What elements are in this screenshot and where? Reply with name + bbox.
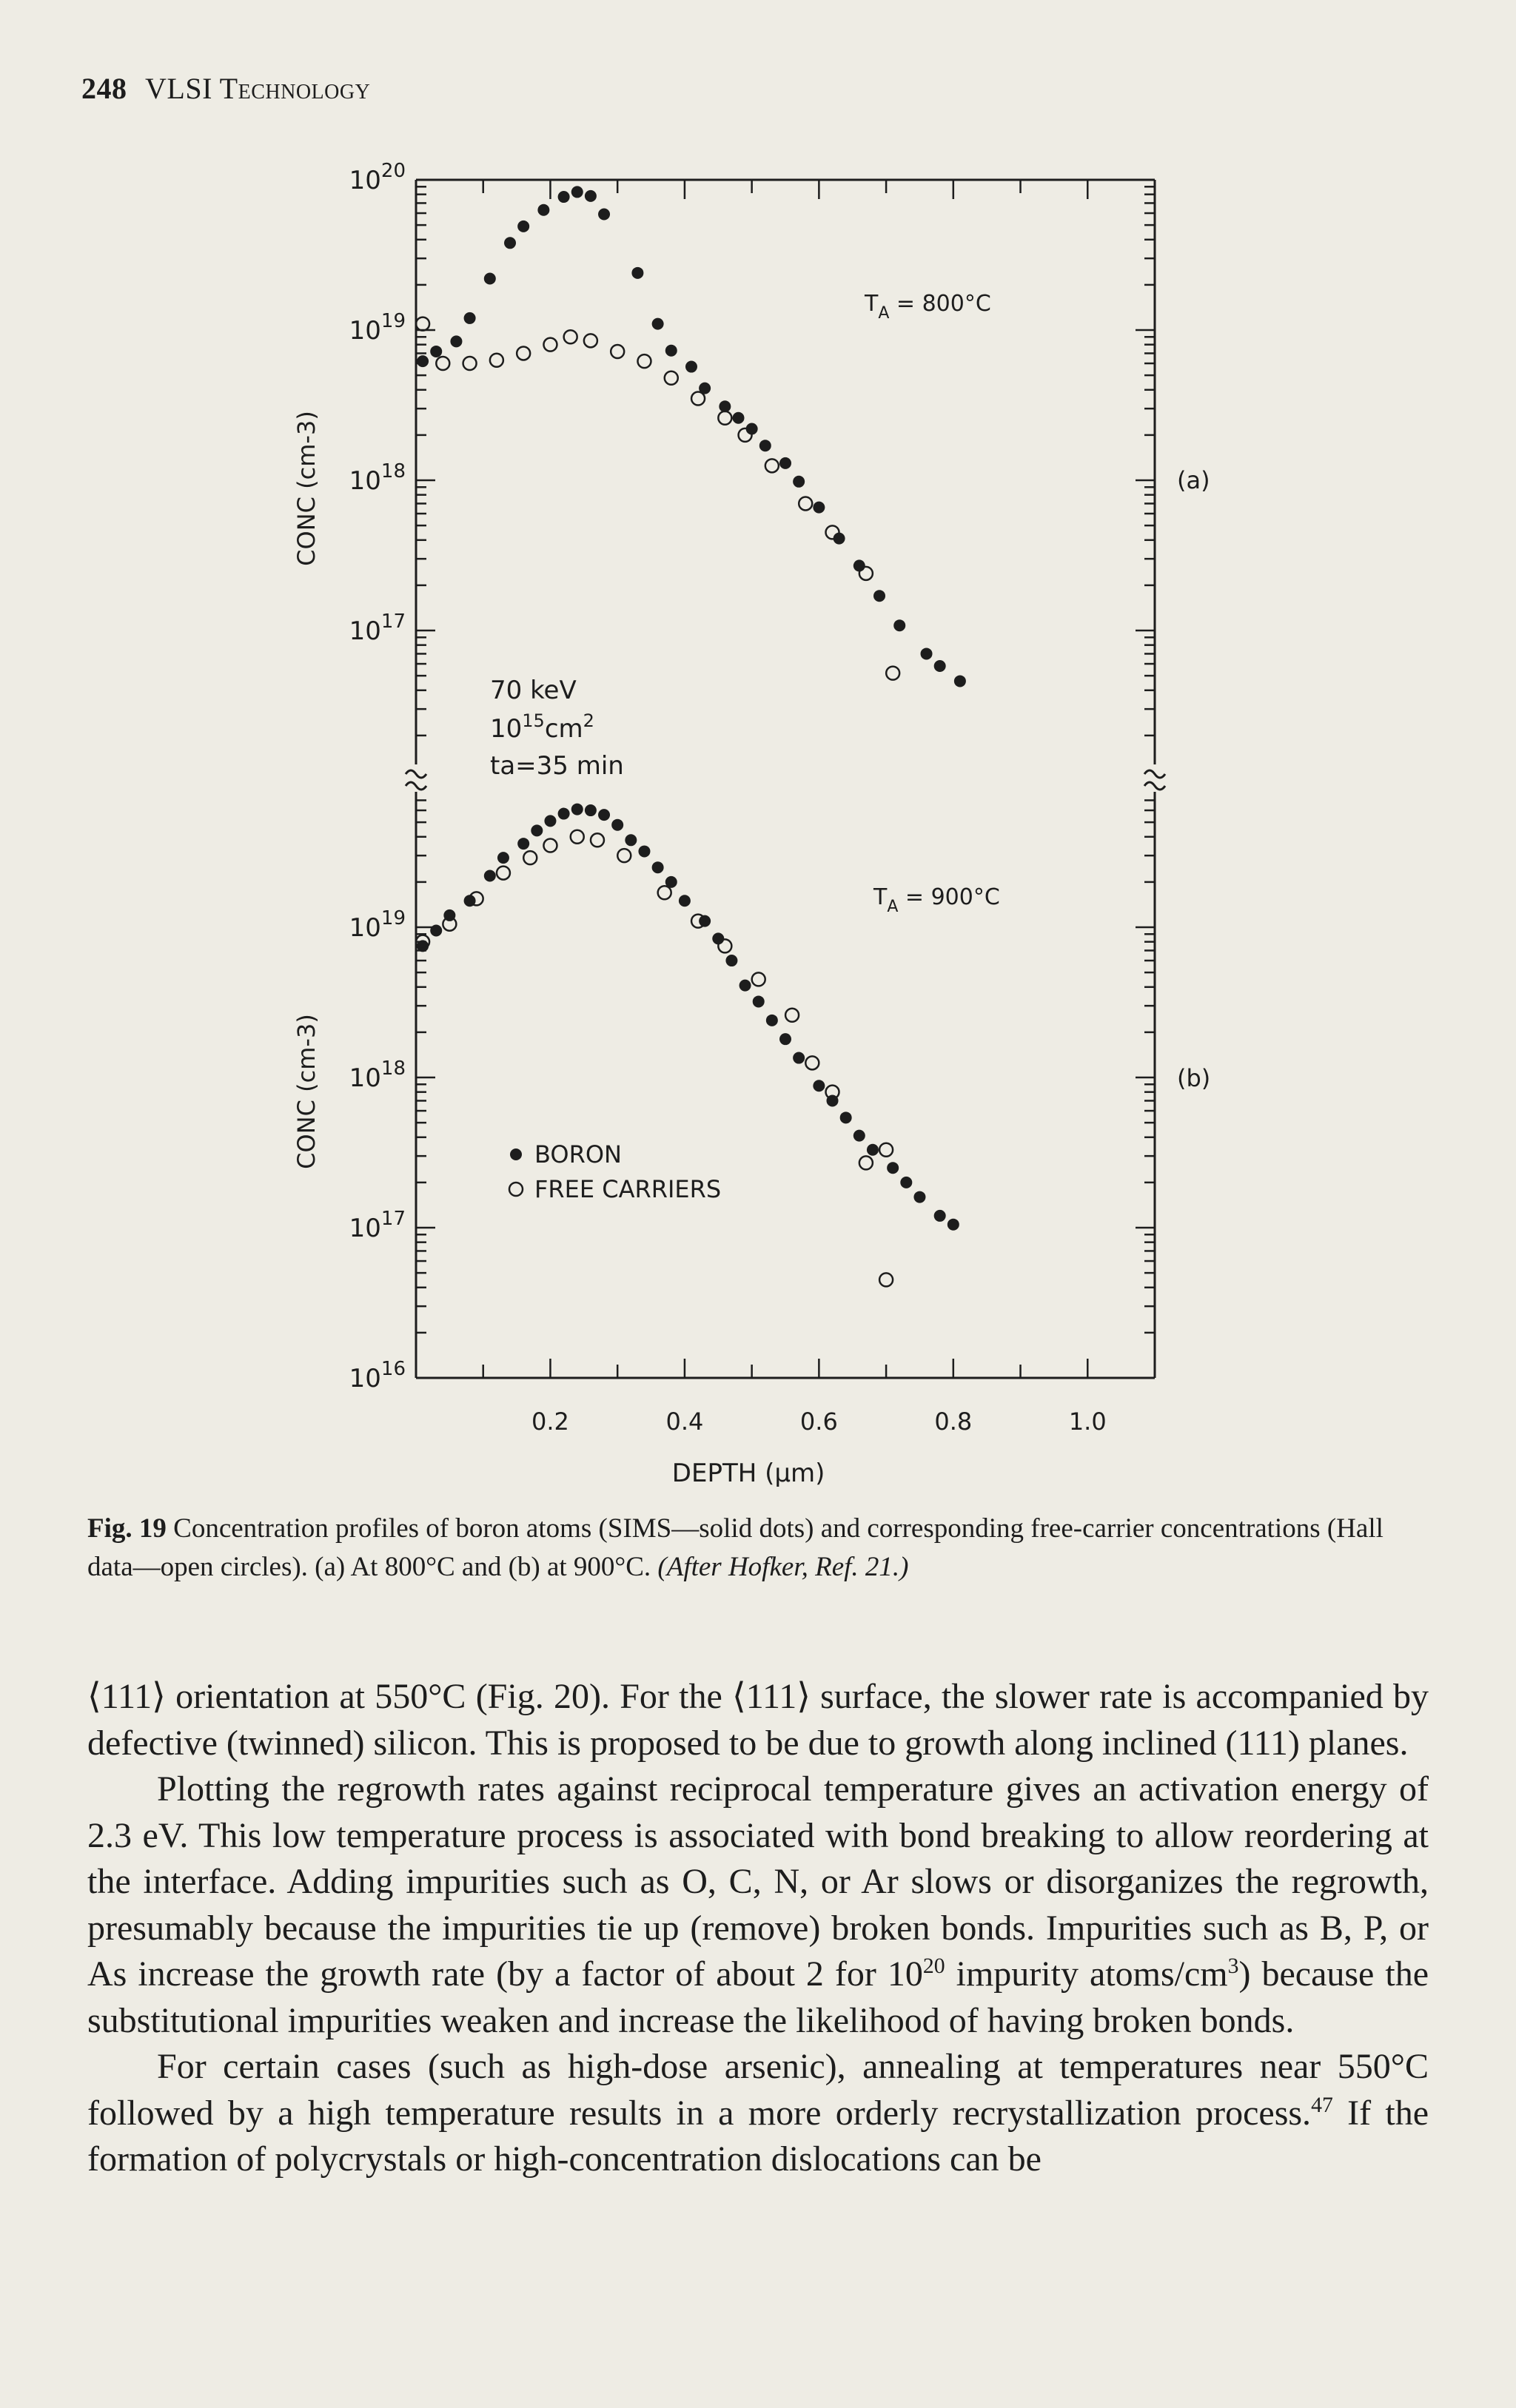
- panel-b-free-carrier-point: [785, 1009, 799, 1022]
- panel-b-boron-point: [853, 1130, 865, 1142]
- panel-b-free-carrier-point: [805, 1056, 819, 1069]
- panel-b-free-carrier-point: [658, 886, 671, 899]
- axis-break-0-1: [406, 782, 426, 790]
- legend-boron-marker: [510, 1148, 522, 1160]
- panel-b-boron-point: [679, 895, 691, 907]
- panel-a-boron-point: [793, 476, 805, 488]
- legend-free-carriers-label: FREE CARRIERS: [534, 1175, 722, 1203]
- panel-a-boron-point: [934, 660, 946, 672]
- panel-b-boron-point: [544, 815, 556, 827]
- panel-a-boron-point: [571, 186, 583, 198]
- panel-a-free-carrier-point: [436, 357, 449, 370]
- axis-break-1-0: [1144, 770, 1165, 778]
- xtick-label: 0.8: [934, 1408, 973, 1436]
- temp-annotation-b: $T_A = 900^\circ C$: [873, 884, 1000, 916]
- panel-a-free-carrier-point: [564, 330, 577, 343]
- temp-annotation-a: $T_A = 800^\circ C$: [865, 291, 991, 323]
- xtick-label: 1.0: [1068, 1408, 1107, 1436]
- panel-b-boron-point: [558, 808, 570, 820]
- panel-a-ytick-label: $10^{18}$: [349, 460, 406, 496]
- panel-b-free-carrier-point: [752, 972, 765, 986]
- panel-b-boron-point: [753, 995, 765, 1007]
- paragraph-1: [87, 1674, 1429, 1766]
- panel-a-boron-point: [954, 675, 966, 687]
- caption-text: Concentration profiles of boron atoms (SIMS—solid dots) and corresponding free-carrier concentrations (Hall data—open circles). (a) At 800°C and (b) at 900°C.: [87, 1513, 1383, 1582]
- panel-b-boron-point: [766, 1015, 778, 1026]
- caption-credit: (After Hofker, Ref. 21.): [657, 1552, 909, 1582]
- panel-b-boron-point: [625, 834, 637, 846]
- panel-b-boron-point: [913, 1191, 925, 1203]
- panel-b-ytick-label: $10^{18}$: [349, 1057, 406, 1093]
- panel-b-free-carrier-point: [497, 867, 510, 880]
- panel-b-boron-point: [598, 809, 610, 821]
- paragraph-2: [87, 1766, 1429, 2044]
- panel-b-boron-point: [484, 870, 496, 881]
- panel-a-boron-point: [558, 191, 570, 203]
- panel-a-free-carrier-point: [859, 567, 873, 580]
- panel-a-boron-point: [779, 457, 791, 469]
- panel-a-free-carrier-point: [611, 345, 624, 358]
- panel-a-free-carrier-point: [886, 667, 899, 680]
- panel-b-boron-point: [739, 980, 751, 992]
- panel-a-ytick-label: $10^{20}$: [349, 160, 406, 195]
- figure-caption: [87, 1510, 1435, 1587]
- paragraph-3-sup: 47: [1311, 2092, 1333, 2117]
- panel-b-free-carrier-point: [879, 1143, 893, 1157]
- panel-b-boron-point: [813, 1080, 825, 1092]
- paragraph-3-text-a: For certain cases (such as high-dose arsenic), annealing at temperatures near 550°C followed by a high temperature results in a more orderly recrystallization process.: [87, 2047, 1429, 2133]
- paragraph-2-text-b: impurity atoms/cm: [945, 1954, 1228, 1994]
- xtick-label: 0.6: [799, 1408, 838, 1436]
- x-axis-label: DEPTH (μm): [671, 1459, 825, 1488]
- panel-a-boron-point: [417, 355, 429, 367]
- panel-a-free-carrier-point: [637, 354, 651, 368]
- panel-a-free-carrier-point: [718, 411, 731, 425]
- panel-b-y-axis-label: CONC (cm-3): [292, 1014, 321, 1169]
- panel-a-boron-point: [873, 590, 885, 602]
- panel-a-boron-point: [853, 559, 865, 571]
- body-text: [87, 1674, 1429, 2183]
- axis-break-1-1: [1144, 782, 1165, 790]
- running-title: VLSI Technology: [145, 72, 371, 105]
- panel-a-free-carrier-point: [543, 338, 557, 352]
- panel-a-free-carrier-point: [416, 317, 429, 331]
- chart-labels: [292, 160, 1210, 1488]
- panel-a-boron-point: [813, 502, 825, 514]
- panel-a-boron-point: [450, 335, 462, 347]
- panel-a-boron-point: [585, 190, 597, 202]
- panel-b-free-carrier-point: [523, 851, 537, 864]
- panel-a-free-carrier-point: [691, 392, 705, 406]
- paragraph-3-text-b: If the formation of polycrystals or high-concentration dislocations can be: [87, 2093, 1429, 2179]
- panel-a-free-carrier-point: [739, 428, 752, 442]
- panel-a-boron-point: [685, 361, 697, 373]
- panel-b-boron-point: [585, 804, 597, 816]
- panel-a-boron-point: [464, 312, 476, 324]
- implant-dose: $10^{15}cm^2$: [490, 710, 594, 744]
- paragraph-2-text-a: Plotting the regrowth rates against reciprocal temperature gives an activation energy of 2.3 eV. This low temperature process is associated with bond breaking to allow reordering at the interface. Adding impurities such as O, C, N, or Ar slows or disorganizes the regrowth, presumably because the impurities tie up (remove) broken bonds. Impurities such as B, P, or As increase the growth rate (by a factor of about 2 for 10: [87, 1769, 1429, 1994]
- panel-b-ytick-label: $10^{17}$: [349, 1208, 406, 1243]
- xtick-label: 0.4: [665, 1408, 704, 1436]
- panel-b-free-carrier-point: [617, 849, 631, 862]
- panel-b-boron-point: [497, 852, 509, 864]
- panel-a-boron-point: [921, 648, 933, 659]
- panel-b-free-carrier-point: [543, 839, 557, 852]
- panel-b-free-carrier-point: [879, 1273, 893, 1286]
- legend-free-carriers-marker: [509, 1183, 523, 1196]
- panel-a-free-carrier-point: [799, 497, 812, 510]
- panel-b-free-carrier-point: [591, 833, 604, 847]
- panel-b-boron-point: [840, 1111, 852, 1123]
- panel-b-boron-point: [571, 804, 583, 815]
- panel-b-free-carrier-point: [571, 830, 584, 844]
- panel-b-free-carrier-point: [859, 1156, 873, 1169]
- axis-break-0-0: [406, 770, 426, 778]
- panel-a-free-carrier-point: [490, 354, 503, 367]
- panel-a-ytick-label: $10^{19}$: [349, 310, 406, 346]
- panel-a-boron-point: [665, 345, 677, 357]
- panel-a-free-carrier-point: [584, 334, 597, 347]
- panel-a-free-carrier-point: [826, 525, 839, 539]
- panel-a-boron-point: [631, 267, 643, 279]
- panel-b-boron-point: [638, 845, 650, 857]
- xtick-label: 0.2: [531, 1408, 569, 1436]
- panel-a-free-carrier-point: [463, 357, 477, 370]
- caption-label: Fig. 19: [87, 1513, 167, 1544]
- panel-b-ytick-label: $10^{19}$: [349, 907, 406, 943]
- paragraph-1-text: ⟨111⟩ orientation at 550°C (Fig. 20). For the ⟨111⟩ surface, the slower rate is accompanied by defective (twinned) silicon. This is proposed to be due to growth along inclined (111) planes.: [87, 1677, 1429, 1763]
- panel-b-label: (b): [1177, 1064, 1211, 1092]
- implant-energy: 70 keV: [490, 676, 577, 705]
- panel-a-y-axis-label: CONC (cm-3): [292, 411, 321, 566]
- panel-b-boron-point: [887, 1162, 899, 1174]
- panel-a-boron-point: [759, 440, 771, 451]
- paragraph-2-text-c: ) because the substitutional impurities weaken and increase the likelihood of having broken bonds.: [87, 1954, 1429, 2040]
- legend-boron-label: BORON: [534, 1140, 622, 1168]
- panel-b-boron-point: [900, 1177, 912, 1188]
- page-number: 248: [81, 72, 127, 105]
- panel-a-boron-point: [484, 272, 496, 284]
- panel-b-boron-point: [867, 1144, 879, 1156]
- panel-b-boron-point: [793, 1052, 805, 1064]
- panel-a-label: (a): [1177, 466, 1210, 494]
- panel-b-boron-point: [652, 861, 664, 873]
- anneal-time: ta=35 min: [490, 751, 624, 781]
- panel-b-free-carrier-point: [718, 939, 731, 952]
- panel-a-boron-point: [893, 619, 905, 631]
- panel-a-boron-point: [652, 318, 664, 330]
- panel-a-free-carrier-point: [517, 346, 530, 360]
- panel-a-boron-point: [598, 209, 610, 221]
- panel-b-boron-point: [725, 955, 737, 966]
- panel-b-boron-point: [611, 819, 623, 831]
- panel-a-ytick-label: $10^{17}$: [349, 611, 406, 646]
- panel-b-boron-point: [531, 824, 543, 836]
- panel-a-boron-point: [732, 412, 744, 424]
- panel-a-free-carrier-point: [765, 459, 779, 472]
- panel-a-boron-point: [430, 346, 442, 357]
- panel-b-boron-point: [779, 1033, 791, 1045]
- panel-b-ytick-label: $10^{16}$: [349, 1358, 406, 1393]
- panel-b-boron-point: [430, 925, 442, 937]
- paragraph-3: [87, 2044, 1429, 2183]
- panel-a-boron-point: [537, 204, 549, 216]
- panel-a-free-carrier-point: [665, 371, 678, 385]
- paragraph-2-sup-1: 20: [922, 1954, 945, 1978]
- panel-a-boron-point: [517, 221, 529, 232]
- paragraph-2-sup-2: 3: [1227, 1954, 1239, 1978]
- panel-b-boron-point: [948, 1219, 959, 1231]
- panel-b-boron-point: [517, 838, 529, 850]
- panel-a-boron-point: [504, 237, 516, 249]
- panel-b-boron-point: [934, 1210, 946, 1222]
